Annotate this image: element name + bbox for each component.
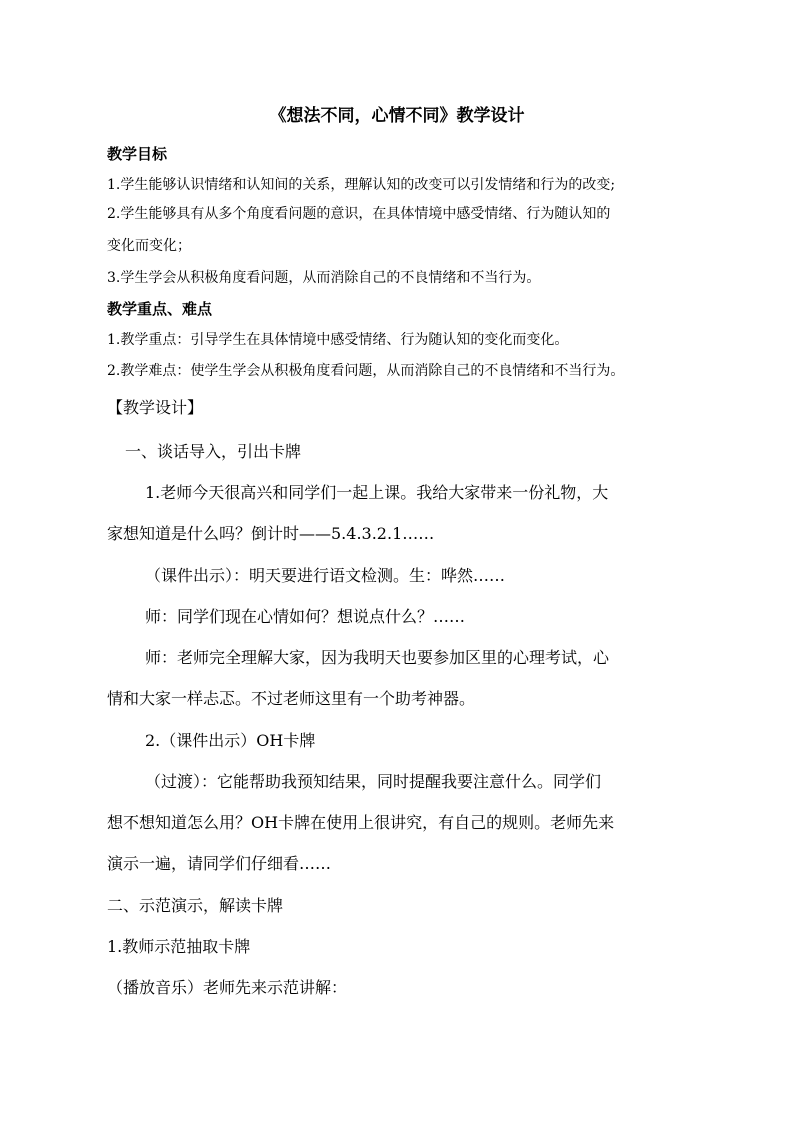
paragraph-line: 家想知道是什么吗？倒计时——5.4.3.2.1…… — [107, 524, 435, 543]
paragraph-line: 1.老师今天很高兴和同学们一起上课。我给大家带来一份礼物，大 — [145, 483, 609, 502]
paragraph-line: 1.教学重点：引导学生在具体情境中感受情绪、行为随认知的变化而变化。 — [107, 332, 569, 348]
paragraph-line: （课件出示）：明天要进行语文检测。生：哗然…… — [145, 566, 506, 585]
document-title: 《想法不同，心情不同》教学设计 — [269, 106, 525, 126]
paragraph-line: 2.（课件出示）OH卡牌 — [145, 731, 316, 750]
subheading: 一、谈话导入，引出卡牌 — [125, 442, 302, 461]
paragraph-line: 2.学生能够具有从多个角度看问题的意识，在具体情境中感受情绪、行为随认知的 — [107, 206, 611, 222]
subheading: 二、示范演示，解读卡牌 — [107, 896, 284, 915]
paragraph-line: 1.学生能够认识情绪和认知间的关系，理解认知的改变可以引发情绪和行为的改变; — [107, 177, 616, 193]
paragraph-line: 师：老师完全理解大家，因为我明天也要参加区里的心理考试，心 — [145, 648, 610, 667]
paragraph-line: 3.学生学会从积极角度看问题，从而消除自己的不良情绪和不当行为。 — [107, 270, 541, 286]
section-heading-key-points: 教学重点、难点 — [107, 300, 213, 318]
section-heading-objectives: 教学目标 — [107, 145, 168, 163]
paragraph-line: 1.教师示范抽取卡牌 — [107, 937, 251, 956]
paragraph-line: （过渡）：它能帮助我预知结果，同时提醒我要注意什么。同学们 — [145, 772, 602, 791]
paragraph-line: 2.教学难点：使学生学会从积极角度看问题，从而消除自己的不良情绪和不当行为。 — [107, 363, 625, 379]
paragraph-line: 变化而变化； — [107, 238, 191, 254]
paragraph-line: 演示一遍，请同学们仔细看…… — [107, 854, 332, 873]
paragraph-line: 想不想知道怎么用？OH卡牌在使用上很讲究，有自己的规则。老师先来 — [107, 813, 615, 832]
section-heading-design: 【教学设计】 — [107, 398, 204, 417]
paragraph-line: 情和大家一样忐忑。不过老师这里有一个助考神器。 — [107, 689, 476, 708]
paragraph-line: 师：同学们现在心情如何？想说点什么？…… — [145, 607, 466, 626]
paragraph-line: （播放音乐）老师先来示范讲解： — [107, 978, 348, 997]
